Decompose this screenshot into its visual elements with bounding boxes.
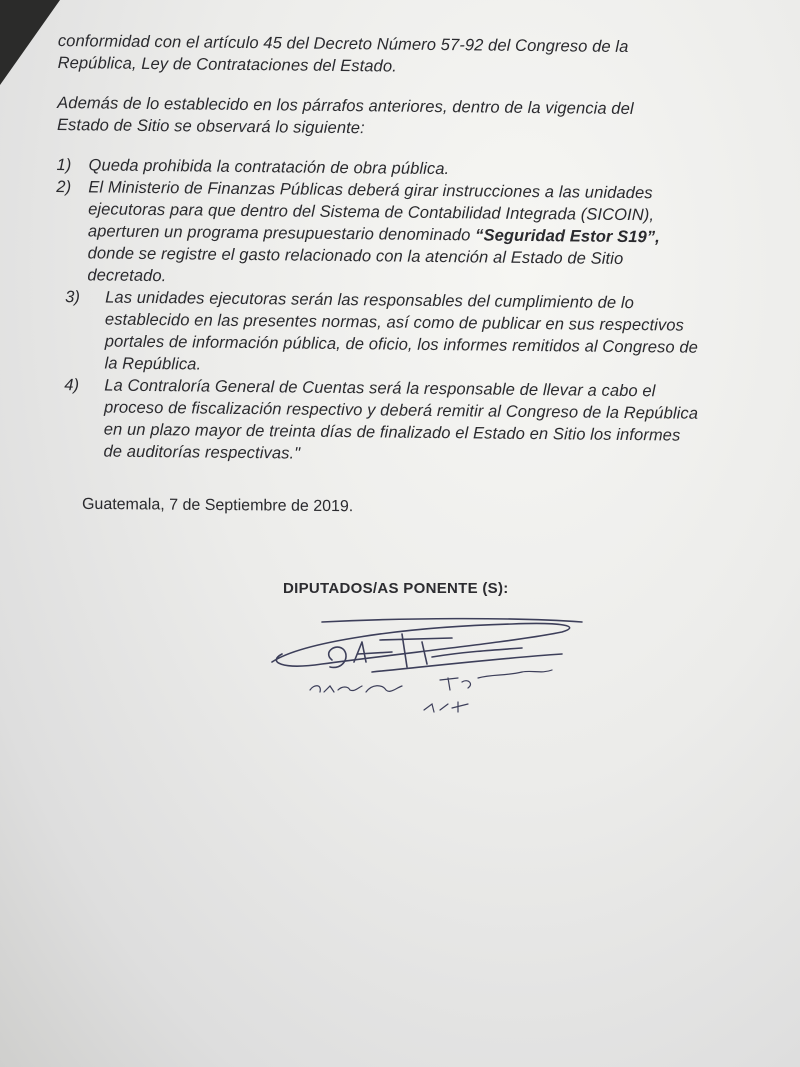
- date-line: Guatemala, 7 de Septiembre de 2019.: [81, 495, 354, 516]
- list-line: portales de información pública, de oficio, los informes remitidos al Congreso de: [104, 332, 699, 357]
- list-number: 2): [56, 177, 72, 197]
- list-line: establecido en las presentes normas, así como de publicar en sus respectivos: [104, 310, 685, 335]
- list-line: Queda prohibida la contratación de obra pública.: [88, 156, 450, 179]
- program-name: “Seguridad Estor S19”,: [475, 226, 660, 247]
- list-number: 1): [56, 155, 72, 175]
- list-item-4: [53, 374, 714, 469]
- paragraph-line: Estado de Sitio se observará lo siguiente:: [56, 115, 365, 138]
- list-line: Las unidades ejecutoras serán las responsables del cumplimiento de lo: [105, 288, 635, 313]
- document-body: [53, 30, 717, 469]
- list-line: El Ministerio de Finanzas Públicas deberá girar instrucciones a las unidades: [88, 178, 653, 203]
- paragraph-line: Además de lo establecido en los párrafos anteriores, dentro de la vigencia del: [57, 93, 634, 119]
- list-number: 4): [64, 376, 80, 395]
- list-line: proceso de fiscalización respectivo y deberá remitir al Congreso de la República: [103, 398, 699, 423]
- list-item-3: [54, 286, 715, 381]
- second-paragraph: [57, 92, 717, 143]
- list-line: donde se registre el gasto relacionado con la atención al Estado de Sitio: [87, 244, 624, 268]
- intro-line: República, Ley de Contrataciones del Estado.: [57, 53, 397, 76]
- list-line-text: aperturen un programa presupuestario denominado: [87, 222, 471, 245]
- list-line: ejecutoras para que dentro del Sistema de Contabilidad Integrada (SICOIN),: [88, 200, 655, 225]
- intro-paragraph: [58, 30, 718, 81]
- intro-line: conformidad con el artículo 45 del Decreto Número 57-92 del Congreso de la: [57, 31, 629, 56]
- list-line: La Contraloría General de Cuentas será la responsable de llevar a cabo el: [104, 376, 656, 401]
- list-line: en un plazo mayor de treinta días de finalizado el Estado en Sitio los informes: [103, 420, 681, 445]
- signatories-heading: DIPUTADOS/AS PONENTE (S):: [283, 580, 509, 597]
- handwritten-signature: [262, 612, 592, 722]
- list-line: de auditorías respectivas.": [103, 442, 301, 463]
- list-item-2: [55, 176, 716, 293]
- list-number: 3): [65, 288, 81, 307]
- list-line: la República.: [104, 354, 202, 374]
- list-line: decretado.: [87, 266, 167, 286]
